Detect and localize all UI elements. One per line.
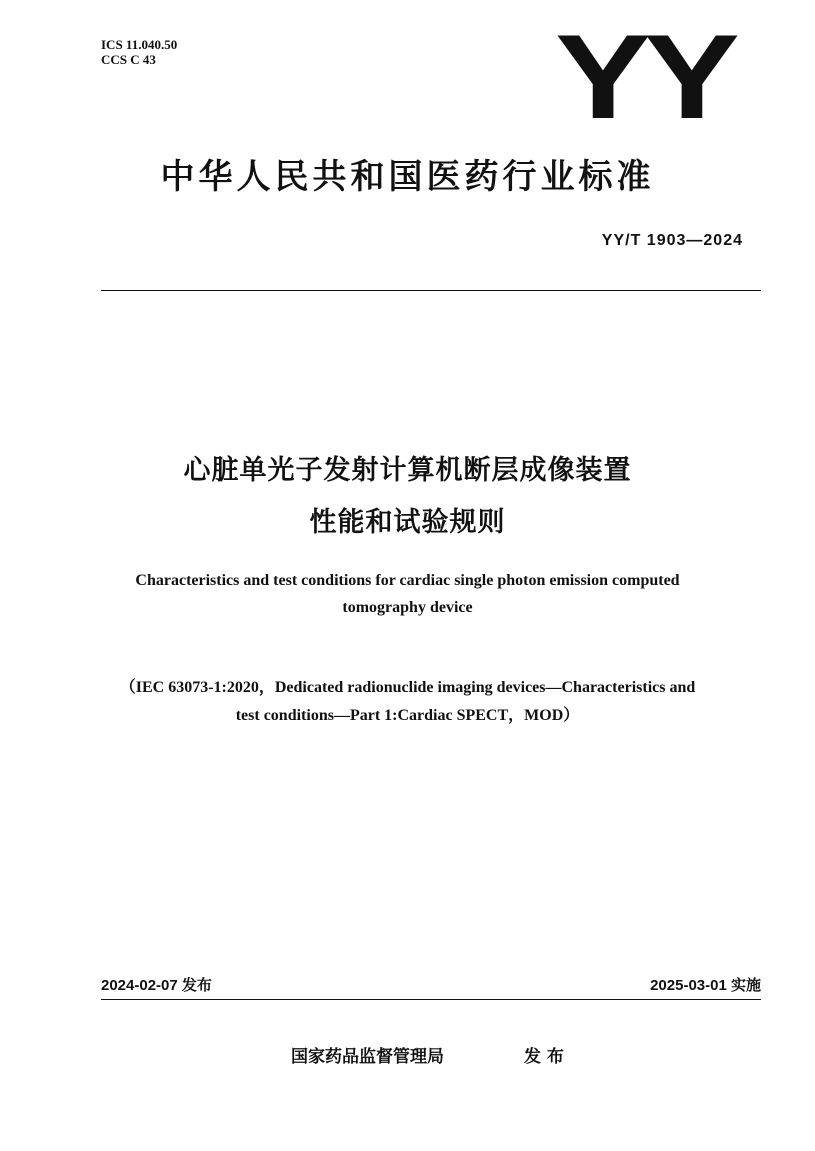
standard-number: YY/T 1903—2024 xyxy=(601,232,743,249)
title-cn-line2: 性能和试验规则 xyxy=(309,507,506,538)
title-en-line2: tomography device xyxy=(342,599,473,616)
publish-label: 发布 xyxy=(181,976,212,994)
iec-reference-line2: test conditions—Part 1:Cardiac SPECT，MOD） xyxy=(235,707,580,724)
ccs-code: CCS C 43 xyxy=(101,52,156,67)
iec-reference-line1: （IEC 63073-1:2020，Dedicated radionuclide imaging devices—Characteristics and xyxy=(119,679,696,696)
footer-divider xyxy=(101,999,761,1000)
standard-type-title: 中华人民共和国医药行业标准 xyxy=(160,157,655,197)
header-divider xyxy=(101,290,761,291)
publish-date-block xyxy=(101,974,212,995)
ics-code: ICS 11.040.50 xyxy=(101,37,178,52)
implement-label: 实施 xyxy=(730,976,761,994)
title-cn-line1: 心脏单光子发射计算机断层成像装置 xyxy=(183,455,632,486)
implement-date-block xyxy=(650,974,761,995)
publish-date: 2024-02-07 xyxy=(101,977,178,994)
issuer-name: 国家药品监督管理局 xyxy=(291,1047,444,1067)
issue-label: 发 布 xyxy=(524,1047,564,1067)
yy-logo: YY xyxy=(555,10,733,144)
implement-date: 2025-03-01 xyxy=(650,977,727,994)
title-en-line1: Characteristics and test conditions for cardiac single photon emission computed xyxy=(135,572,680,589)
